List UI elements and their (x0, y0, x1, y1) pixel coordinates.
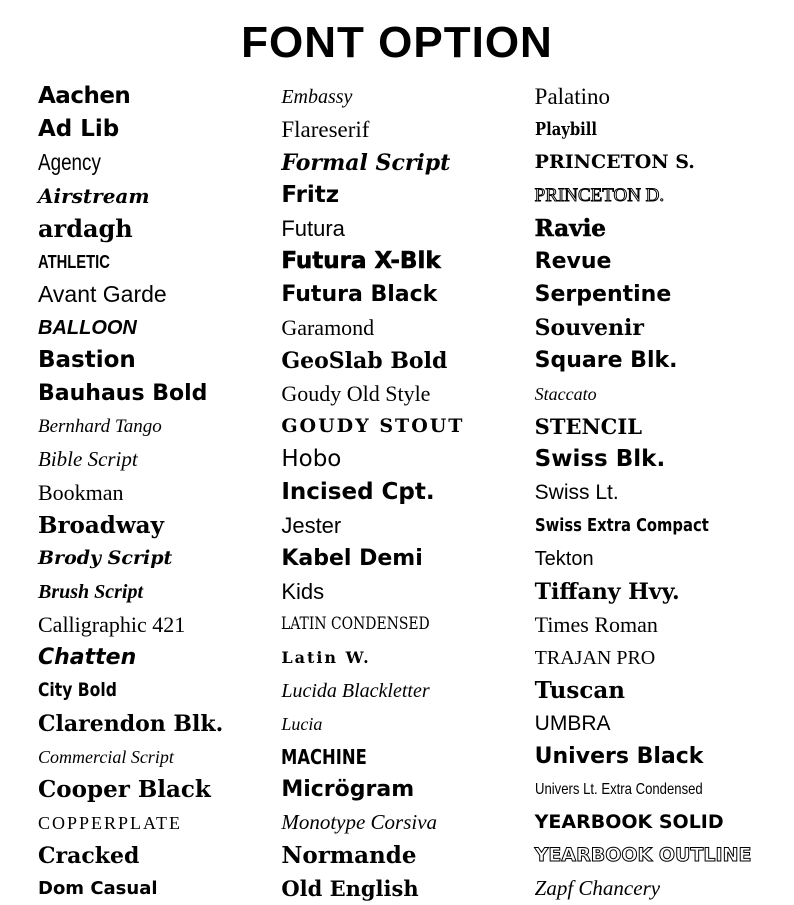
font-name-label: Bernhard Tango (38, 416, 162, 438)
font-column-2 (273, 80, 516, 905)
font-name-label: Old English (281, 876, 419, 902)
font-name-label: Square Blk. (534, 347, 678, 373)
font-list-item[interactable] (535, 443, 770, 476)
font-list-item[interactable] (38, 641, 273, 674)
font-list-item[interactable] (281, 278, 516, 311)
font-name-label: Futura Black (281, 281, 438, 307)
font-list-item[interactable] (281, 707, 516, 740)
font-name-label: PRINCETON D. (534, 185, 665, 207)
font-name-label: Avant Garde (38, 281, 167, 308)
font-name-label: Broadway (38, 512, 164, 540)
font-list-item[interactable] (535, 410, 770, 443)
font-name-label: BALLOON (38, 316, 137, 339)
font-list-item[interactable] (535, 542, 770, 575)
font-list-item[interactable] (281, 773, 516, 806)
font-name-label: Bastion (38, 347, 136, 374)
font-list-item[interactable] (38, 872, 273, 905)
font-name-label: Calligraphic 421 (38, 611, 186, 637)
font-list-item[interactable] (38, 707, 273, 740)
font-name-label: Incised Cpt. (281, 479, 435, 506)
font-list-item[interactable] (281, 212, 516, 245)
font-name-label: Tuscan (534, 677, 625, 705)
font-list-item[interactable] (535, 872, 770, 905)
font-name-label: YEARBOOK SOLID (534, 811, 724, 834)
font-list-item[interactable] (38, 311, 273, 344)
font-name-label: Brush Script (38, 580, 144, 603)
font-list-item[interactable] (281, 113, 516, 146)
font-name-label: Cracked (38, 842, 140, 869)
page-title: FONT OPTION (241, 18, 553, 67)
font-name-label: Monotype Corsiva (281, 810, 438, 835)
font-list-item[interactable] (38, 179, 273, 212)
font-name-label: Serpentine (534, 281, 672, 307)
font-list-item[interactable] (535, 740, 770, 773)
font-list-item[interactable] (38, 377, 273, 410)
font-list-item[interactable] (535, 212, 770, 245)
font-name-label: Lucida Blackletter (281, 679, 430, 702)
font-name-label: Normande (281, 842, 417, 870)
font-list-item[interactable] (281, 509, 516, 542)
font-list-item[interactable] (281, 146, 516, 179)
font-name-label: Chatten (38, 644, 137, 670)
font-list-item[interactable] (38, 509, 273, 542)
font-name-label: Univers Lt. Extra Condensed (534, 780, 703, 798)
font-name-label: MACHINE (281, 744, 368, 769)
font-list-item[interactable] (38, 278, 273, 311)
font-list-item[interactable] (38, 575, 273, 608)
font-name-label: Palatino (534, 84, 611, 110)
font-list-item[interactable] (281, 872, 516, 905)
font-name-label: STENCIL (534, 414, 642, 440)
font-list-item[interactable] (535, 707, 770, 740)
font-list-item[interactable] (281, 740, 516, 773)
font-list-item[interactable] (281, 476, 516, 509)
font-name-label: Clarendon Blk. (38, 710, 224, 737)
font-list-item[interactable] (535, 608, 770, 641)
font-name-label: Commercial Script (38, 746, 174, 767)
font-name-label: Goudy Old Style (281, 380, 431, 406)
font-name-label: GeoSlab Bold (281, 347, 448, 374)
font-list-item[interactable] (38, 443, 273, 476)
font-list-item[interactable] (281, 377, 516, 410)
font-list-item[interactable] (281, 311, 516, 344)
font-name-label: Futura X-Blk (281, 248, 441, 275)
font-list-item[interactable] (281, 80, 516, 113)
font-list-item[interactable] (535, 773, 770, 806)
font-list-item[interactable] (281, 641, 516, 674)
font-name-label: Lucia (281, 713, 323, 734)
font-list-item[interactable] (38, 212, 273, 245)
font-list-item[interactable] (281, 575, 516, 608)
font-list-item[interactable] (535, 113, 770, 146)
font-name-label: Ad Lib (38, 116, 120, 143)
font-name-label: Flareserif (281, 117, 370, 143)
font-name-label: Swiss Extra Compact (534, 514, 709, 536)
font-name-label: GOUDY STOUT (281, 415, 465, 438)
font-list-item[interactable] (535, 311, 770, 344)
font-name-label: Micrögram (281, 776, 415, 802)
font-list-item[interactable] (38, 344, 273, 377)
font-name-label: Jester (281, 512, 342, 538)
font-name-label: TRAJAN PRO (534, 646, 656, 669)
font-name-label: Agency (38, 149, 101, 176)
font-list-item[interactable] (281, 443, 516, 476)
font-list-item[interactable] (281, 344, 516, 377)
font-list-item[interactable] (38, 80, 273, 113)
font-name-label: LATIN CONDENSED (281, 614, 431, 635)
font-list-item[interactable] (281, 674, 516, 707)
font-name-label: Bible Script (38, 447, 138, 472)
font-list-item[interactable] (535, 674, 770, 707)
font-name-label: Bookman (38, 479, 124, 505)
font-name-label: Cooper Black (38, 776, 211, 804)
font-name-label: City Bold (38, 679, 117, 702)
font-name-label: YEARBOOK OUTLINE (534, 844, 752, 867)
font-column-1 (24, 80, 273, 905)
font-list-item[interactable] (535, 509, 770, 542)
font-name-label: UMBRA (534, 712, 611, 736)
font-list-item[interactable] (38, 806, 273, 839)
font-name-label: Times Roman (534, 611, 658, 637)
font-list-item[interactable] (535, 575, 770, 608)
font-name-label: Kabel Demi (281, 545, 423, 571)
font-name-label: Dom Casual (38, 877, 158, 899)
font-list-item[interactable] (535, 344, 770, 377)
font-name-label: Kids (281, 578, 325, 604)
font-list-item[interactable] (281, 839, 516, 872)
font-name-label: Aachen (38, 83, 131, 110)
font-list-item[interactable] (38, 542, 273, 575)
font-list-item[interactable] (281, 608, 516, 641)
font-name-label: Revue (534, 248, 612, 274)
font-name-label: ATHLETIC (38, 251, 110, 272)
font-list-item[interactable] (38, 740, 273, 773)
font-name-label: Hobo (281, 446, 342, 473)
font-name-label: Tekton (534, 547, 594, 570)
font-list-item[interactable] (38, 113, 273, 146)
font-name-label: Tiffany Hvy. (534, 578, 680, 605)
font-list-item[interactable] (535, 377, 770, 410)
font-column-3 (517, 80, 770, 905)
font-list-item[interactable] (38, 410, 273, 443)
font-list-item[interactable] (281, 245, 516, 278)
font-list-item[interactable] (535, 245, 770, 278)
font-list-item[interactable] (281, 410, 516, 443)
font-name-label: Futura (281, 215, 345, 241)
font-list-columns (18, 80, 776, 905)
font-list-item[interactable] (535, 146, 770, 179)
font-list-item[interactable] (38, 839, 273, 872)
font-list-item[interactable] (38, 674, 273, 707)
font-name-label: Embassy (281, 85, 353, 108)
font-name-label: Staccato (534, 383, 597, 404)
font-name-label: Fritz (281, 182, 340, 209)
font-name-label: Latin W. (281, 647, 371, 667)
font-name-label: Swiss Blk. (534, 446, 666, 473)
font-name-label: Brody Script (38, 547, 173, 570)
font-list-item[interactable] (535, 179, 770, 212)
font-list-item[interactable] (535, 839, 770, 872)
font-name-label: Souvenir (534, 314, 644, 341)
font-name-label: Swiss Lt. (534, 481, 619, 505)
font-list-item[interactable] (38, 773, 273, 806)
font-list-item[interactable] (38, 146, 273, 179)
font-name-label: Zapf Chancery (534, 876, 661, 901)
font-name-label: Ravie (534, 215, 606, 243)
font-list-item[interactable] (535, 80, 770, 113)
font-list-item[interactable] (281, 179, 516, 212)
font-name-label: Garamond (281, 314, 375, 340)
font-list-item[interactable] (281, 806, 516, 839)
font-name-label: COPPERPLATE (38, 812, 183, 833)
font-name-label: Playbill (534, 118, 597, 140)
font-name-label: Formal Script (281, 149, 451, 176)
font-list-item[interactable] (281, 542, 516, 575)
font-list-item[interactable] (38, 608, 273, 641)
font-list-item[interactable] (38, 245, 273, 278)
font-name-label: Univers Black (534, 743, 704, 769)
font-name-label: Bauhaus Bold (38, 380, 208, 406)
font-name-label: ardagh (38, 213, 133, 243)
font-list-item[interactable] (535, 641, 770, 674)
font-name-label: Airstream (38, 183, 150, 208)
font-list-item[interactable] (535, 806, 770, 839)
font-list-item[interactable] (38, 476, 273, 509)
font-list-item[interactable] (535, 476, 770, 509)
font-name-label: PRINCETON S. (534, 151, 695, 174)
font-list-item[interactable] (535, 278, 770, 311)
